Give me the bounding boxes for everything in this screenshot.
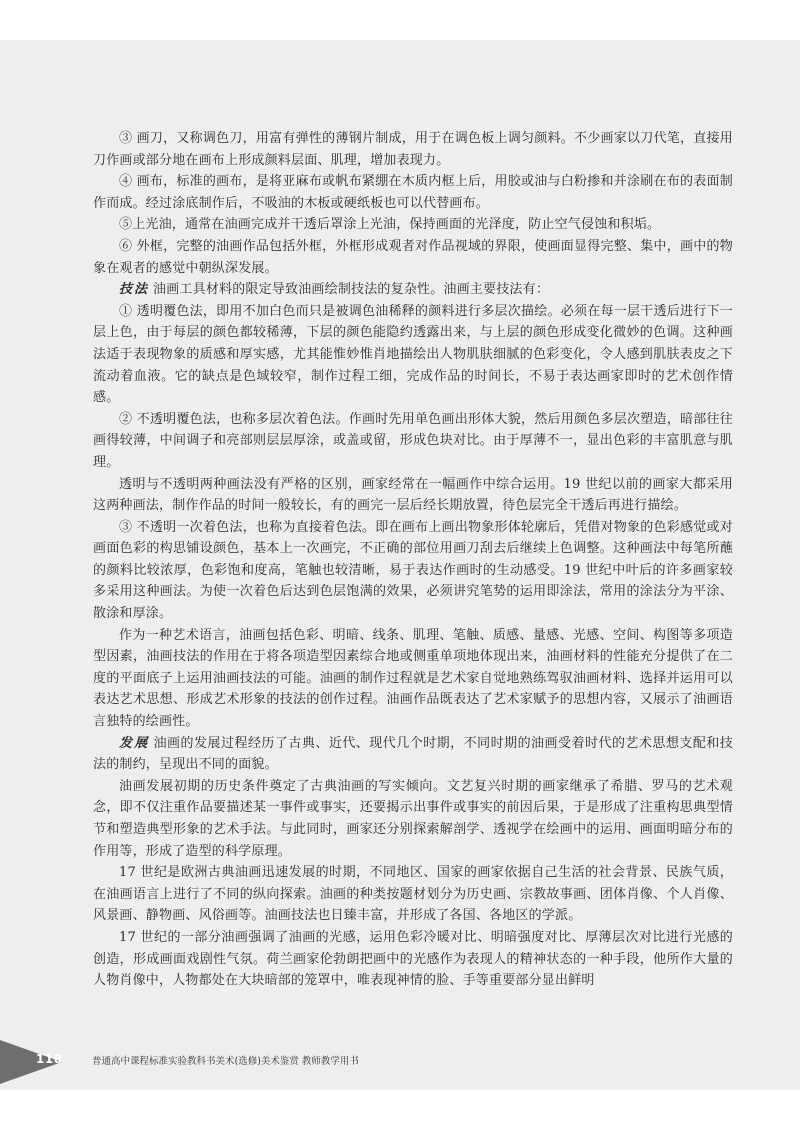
body-text xyxy=(93,128,733,992)
paragraph xyxy=(93,625,733,733)
paragraph-text: 油画的发展过程经历了古典、近代、现代几个时期，不同时期的油画受着时代的艺术思想支配和技法的制约，呈现出不同的面貌。 xyxy=(93,735,733,773)
paragraph xyxy=(93,862,733,927)
paragraph xyxy=(93,409,733,474)
paragraph-text: 油画工具材料的限定导致油画绘制技法的复杂性。油画主要技法有： xyxy=(153,282,550,298)
paragraph-text: 作为一种艺术语言，油画包括色彩、明暗、线条、肌理、笔触、质感、量感、光感、空间、构图等多项造型因素，油画技法的作用在于将各项造型因素综合地或侧重单项地体现出来，油画材料的性能充分提供了在二度的平面底子上运用油画技法的可能。油画的制作过程就是艺术家自觉地熟练驾驭油画材料、选择并运用可以表达艺术思想、形成艺术形象的技法的创作过程。油画作品既表达了艺术家赋予的思想内容，又展示了油画语言独特的绘画性。 xyxy=(93,627,733,730)
paragraph-text: ④ 画布，标准的画布，是将亚麻布或帆布紧绷在木质内框上后，用胶或油与白粉掺和并涂刷在布的表面制作而成。经过涂底制作后，不吸油的木板或硬纸板也可以代替画布。 xyxy=(93,174,733,211)
paragraph xyxy=(93,128,733,171)
paragraph-text: 17 世纪的一部分油画强调了油画的光感，运用色彩冷暖对比、明暗强度对比、厚薄层次对比进行光感的创造，形成画面戏剧性气氛。荷兰画家伦勃朗把画中的光感作为表现人的精神状态的一种手段，他所作大量的人物肖像中，人物都处在大块暗部的笼罩中，唯表现神情的脸、手等重要部分显出鲜明 xyxy=(93,929,733,989)
footer-book-title: 普通高中课程标准实验教科书美术(选修)美术鉴赏 教师教学用书 xyxy=(92,1056,359,1067)
paragraph-text: 17 世纪是欧洲古典油画迅速发展的时期，不同地区、国家的画家依据自己生活的社会背景、民族气质，在油画语言上进行了不同的纵向探索。油画的种类按题材划分为历史画、宗教故事画、团体肖像、个人肖像、风景画、静物画、风俗画等。油画技法也日臻丰富，并形成了各国、各地区的学派。 xyxy=(93,865,733,924)
paragraph-text: ⑤上光油，通常在油画完成并干透后罩涂上光油，保持画面的光泽度，防止空气侵蚀和积垢。 xyxy=(119,217,661,233)
book-page xyxy=(0,40,800,1090)
paragraph-text: ⑥ 外框，完整的油画作品包括外框，外框形成观者对作品视域的界限，使画面显得完整、集中，画中的物象在观者的感觉中朝纵深发展。 xyxy=(93,238,733,276)
paragraph-text: ③ 画刀，又称调色刀，用富有弹性的薄钢片制成，用于在调色板上调匀颜料。不少画家以刀代笔，直接用刀作画或部分地在画布上形成颜料层面、肌理，增加表现力。 xyxy=(93,131,733,168)
paragraph xyxy=(93,171,733,214)
paragraph-text: ② 不透明覆色法，也称多层次着色法。作画时先用单色画出形体大貌，然后用颜色多层次塑造，暗部往往画得较薄，中间调子和亮部则层层厚涂，或盖或留，形成色块对比。由于厚薄不一，显出色彩的丰富肌意与肌理。 xyxy=(93,411,733,470)
paragraph xyxy=(93,927,733,992)
paragraph xyxy=(93,733,733,776)
paragraph-text: ③ 不透明一次着色法，也称为直接着色法。即在画布上画出物象形体轮廓后，凭借对物象的色彩感觉或对画面色彩的构思铺设颜色，基本上一次画完，不正确的部位用画刀刮去后继续上色调整。这种画法中每笔所蘸的颜料比较浓厚，色彩饱和度高，笔触也较清晰，易于表达作画时的生动感受。19 世纪中叶后的许多画家较多采用这种画法。为使一次着色后达到色层饱满的效果，必须讲究笔势的运用即涂法，常用的涂法分为平涂、散涂和厚涂。 xyxy=(93,519,733,622)
paragraph xyxy=(93,301,733,409)
paragraph-text: ① 透明覆色法，即用不加白色而只是被调色油稀释的颜料进行多层次描绘。必须在每一层干透后进行下一层上色，由于每层的颜色都较稀薄，下层的颜色能隐约透露出来，与上层的颜色形成变化微妙的色调。这种画法适于表现物象的质感和厚实感，尤其能惟妙惟肖地描绘出人物肌肤细腻的色彩变化，令人感到肌肤表皮之下流动着血液。它的缺点是色域较窄，制作过程工细，完成作品的时间长，不易于表达画家即时的艺术创作情感。 xyxy=(93,303,733,406)
page-number: 118 xyxy=(36,1052,63,1066)
section-label: 技法 xyxy=(119,282,150,298)
paragraph xyxy=(93,279,733,301)
paragraph xyxy=(93,214,733,236)
paragraph xyxy=(93,776,733,862)
section-label: 发展 xyxy=(119,735,150,751)
paragraph xyxy=(93,236,733,279)
paragraph xyxy=(93,517,733,625)
paragraph-text: 油画发展初期的历史条件奠定了古典油画的写实倾向。文艺复兴时期的画家继承了希腊、罗马的艺术观念，即不仅注重作品要描述某一事件或事实，还要揭示出事件或事实的前因后果，于是形成了注重构思典型情节和塑造典型形象的艺术手法。与此同时，画家还分别探索解剖学、透视学在绘画中的运用、画面明暗分布的作用等，形成了造型的科学原理。 xyxy=(93,778,733,859)
paragraph xyxy=(93,474,733,517)
paragraph-text: 透明与不透明两种画法没有严格的区别，画家经常在一幅画作中综合运用。19 世纪以前的画家大都采用这两种画法，制作作品的时间一般较长，有的画完一层后经长期放置，待色层完全干透后再进行描绘。 xyxy=(93,476,733,514)
